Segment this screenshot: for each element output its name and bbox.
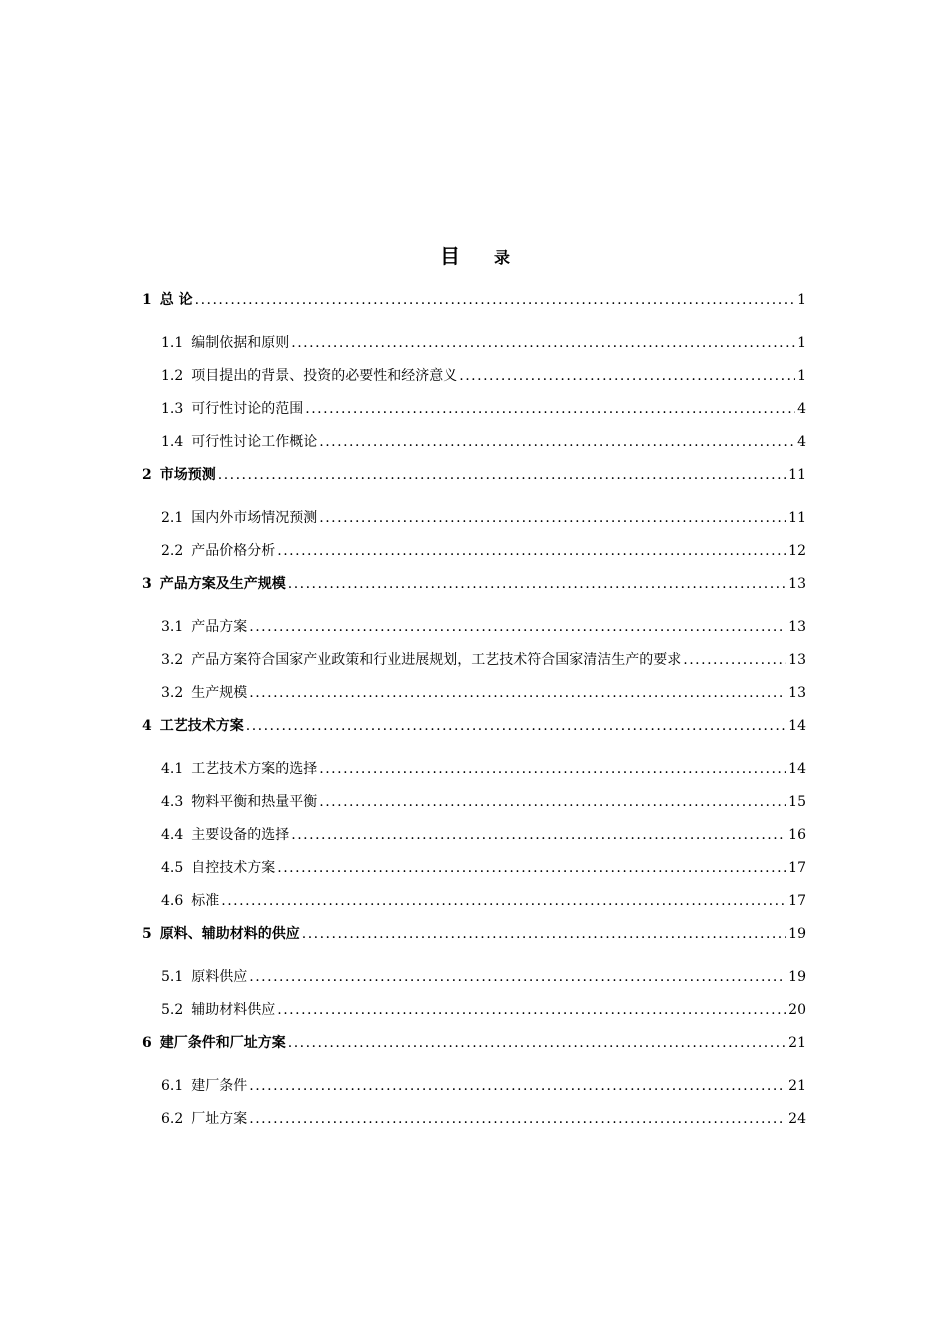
toc-section-entry[interactable] bbox=[142, 996, 806, 1029]
toc-dot-leader bbox=[246, 712, 786, 740]
toc-section-entry[interactable] bbox=[142, 646, 806, 679]
toc-entry-title: 产品价格分析 bbox=[191, 543, 276, 559]
toc-entry-label bbox=[161, 854, 275, 882]
toc-entry-title: 主要设备的选择 bbox=[191, 827, 290, 843]
toc-section-entry[interactable] bbox=[142, 537, 806, 570]
toc-entry-number: 4.4 bbox=[161, 827, 184, 843]
toc-section-entry[interactable] bbox=[142, 755, 806, 788]
toc-entry-label bbox=[161, 329, 289, 357]
toc-entry-number: 2.2 bbox=[161, 543, 184, 559]
page-title bbox=[0, 240, 950, 269]
toc-entry-title: 生产规模 bbox=[191, 685, 248, 701]
toc-entry-title: 国内外市场情况预测 bbox=[191, 510, 318, 526]
toc-page-number: 21 bbox=[788, 1078, 806, 1094]
toc-entry-number: 1 bbox=[142, 292, 152, 308]
toc-dot-leader bbox=[249, 963, 786, 991]
toc-entry-label bbox=[161, 1105, 247, 1133]
toc-entry-label bbox=[161, 1072, 247, 1100]
toc-section-entry[interactable] bbox=[142, 504, 806, 537]
toc-dot-leader bbox=[302, 920, 786, 948]
toc-chapter-entry[interactable] bbox=[142, 920, 806, 963]
table-of-contents bbox=[142, 286, 806, 1138]
title-part-2: 录 bbox=[493, 248, 510, 267]
toc-dot-leader bbox=[277, 996, 786, 1024]
toc-entry-number: 4.5 bbox=[161, 860, 184, 876]
toc-entry-label bbox=[161, 963, 247, 991]
toc-section-entry[interactable] bbox=[142, 854, 806, 887]
toc-section-entry[interactable] bbox=[142, 821, 806, 854]
toc-entry-number: 6 bbox=[142, 1035, 152, 1051]
toc-page-number: 15 bbox=[788, 794, 806, 810]
toc-entry-number: 5.1 bbox=[161, 969, 184, 985]
toc-entry-label bbox=[161, 788, 317, 816]
toc-entry-label bbox=[161, 887, 219, 915]
toc-chapter-entry[interactable] bbox=[142, 570, 806, 613]
toc-page-number: 14 bbox=[788, 761, 806, 777]
toc-dot-leader bbox=[221, 887, 786, 915]
title-part-1: 目 bbox=[439, 244, 460, 268]
toc-page-number: 19 bbox=[788, 969, 806, 985]
toc-page-number: 4 bbox=[797, 434, 806, 450]
toc-entry-number: 4.6 bbox=[161, 893, 184, 909]
toc-page-number: 1 bbox=[797, 368, 806, 384]
toc-dot-leader bbox=[291, 821, 786, 849]
toc-entry-title: 厂址方案 bbox=[191, 1111, 248, 1127]
toc-dot-leader bbox=[249, 1105, 786, 1133]
toc-entry-label bbox=[142, 1029, 286, 1057]
toc-dot-leader bbox=[249, 613, 786, 641]
toc-dot-leader bbox=[288, 1029, 786, 1057]
toc-entry-label bbox=[161, 679, 247, 707]
toc-entry-title: 辅助材料供应 bbox=[191, 1002, 276, 1018]
toc-section-entry[interactable] bbox=[142, 1072, 806, 1105]
toc-section-entry[interactable] bbox=[142, 887, 806, 920]
toc-section-entry[interactable] bbox=[142, 613, 806, 646]
toc-page-number: 13 bbox=[788, 576, 806, 592]
toc-entry-number: 2 bbox=[142, 467, 152, 483]
toc-page-number: 13 bbox=[788, 619, 806, 635]
toc-page-number: 20 bbox=[788, 1002, 806, 1018]
toc-entry-title: 自控技术方案 bbox=[191, 860, 276, 876]
toc-entry-number: 1.1 bbox=[161, 335, 184, 351]
toc-entry-label bbox=[161, 755, 317, 783]
toc-entry-number: 3.2 bbox=[161, 685, 184, 701]
toc-entry-number: 3.1 bbox=[161, 619, 184, 635]
toc-entry-title: 原料供应 bbox=[191, 969, 248, 985]
toc-entry-title: 编制依据和原则 bbox=[191, 335, 290, 351]
toc-entry-label bbox=[161, 428, 317, 456]
toc-page-number: 17 bbox=[788, 860, 806, 876]
toc-section-entry[interactable] bbox=[142, 428, 806, 461]
toc-entry-label bbox=[161, 395, 303, 423]
toc-entry-number: 2.1 bbox=[161, 510, 184, 526]
toc-page-number: 14 bbox=[788, 718, 806, 734]
toc-section-entry[interactable] bbox=[142, 963, 806, 996]
toc-page-number: 11 bbox=[788, 467, 806, 483]
toc-entry-title: 建厂条件 bbox=[191, 1078, 248, 1094]
toc-entry-title: 市场预测 bbox=[159, 467, 216, 483]
toc-section-entry[interactable] bbox=[142, 679, 806, 712]
toc-dot-leader bbox=[277, 854, 786, 882]
toc-entry-title: 标准 bbox=[191, 893, 220, 909]
toc-entry-title: 物料平衡和热量平衡 bbox=[191, 794, 318, 810]
toc-entry-number: 3.2 bbox=[161, 652, 184, 668]
toc-page-number: 12 bbox=[788, 543, 806, 559]
toc-entry-title: 产品方案 bbox=[191, 619, 248, 635]
toc-dot-leader bbox=[319, 428, 795, 456]
toc-section-entry[interactable] bbox=[142, 1105, 806, 1138]
toc-entry-label bbox=[161, 613, 247, 641]
toc-section-entry[interactable] bbox=[142, 395, 806, 428]
toc-entry-title: 原料、辅助材料的供应 bbox=[159, 926, 300, 942]
toc-page-number: 1 bbox=[797, 335, 806, 351]
toc-section-entry[interactable] bbox=[142, 362, 806, 395]
toc-dot-leader bbox=[459, 362, 795, 390]
toc-entry-number: 4.3 bbox=[161, 794, 184, 810]
toc-page-number: 16 bbox=[788, 827, 806, 843]
toc-entry-number: 1.3 bbox=[161, 401, 184, 417]
toc-entry-number: 4.1 bbox=[161, 761, 184, 777]
toc-page-number: 17 bbox=[788, 893, 806, 909]
toc-page-number: 24 bbox=[788, 1111, 806, 1127]
toc-entry-number: 5 bbox=[142, 926, 152, 942]
toc-entry-label bbox=[142, 286, 193, 314]
toc-entry-number: 1.2 bbox=[161, 368, 184, 384]
toc-section-entry[interactable] bbox=[142, 329, 806, 362]
toc-entry-number: 1.4 bbox=[161, 434, 184, 450]
toc-dot-leader bbox=[291, 329, 795, 357]
toc-page-number: 1 bbox=[797, 292, 806, 308]
toc-dot-leader bbox=[288, 570, 786, 598]
toc-dot-leader bbox=[319, 504, 786, 532]
toc-entry-title: 工艺技术方案的选择 bbox=[191, 761, 318, 777]
toc-chapter-entry[interactable] bbox=[142, 1029, 806, 1072]
toc-entry-title: 总 论 bbox=[159, 292, 193, 308]
toc-entry-number: 4 bbox=[142, 718, 152, 734]
toc-page-number: 13 bbox=[788, 652, 806, 668]
toc-dot-leader bbox=[277, 537, 786, 565]
toc-dot-leader bbox=[683, 646, 786, 674]
toc-entry-label bbox=[161, 537, 275, 565]
toc-entry-label bbox=[161, 646, 681, 674]
toc-entry-number: 6.2 bbox=[161, 1111, 184, 1127]
toc-entry-label bbox=[161, 996, 275, 1024]
toc-dot-leader bbox=[319, 755, 786, 783]
toc-entry-title: 产品方案符合国家产业政策和行业进展规划，工艺技术符合国家清洁生产的要求 bbox=[191, 652, 682, 668]
toc-chapter-entry[interactable] bbox=[142, 286, 806, 329]
toc-page-number: 13 bbox=[788, 685, 806, 701]
toc-entry-label bbox=[142, 461, 216, 489]
toc-entry-label bbox=[161, 504, 317, 532]
toc-chapter-entry[interactable] bbox=[142, 712, 806, 755]
toc-entry-number: 6.1 bbox=[161, 1078, 184, 1094]
toc-entry-label bbox=[142, 570, 286, 598]
toc-entry-label bbox=[142, 712, 244, 740]
toc-page-number: 19 bbox=[788, 926, 806, 942]
toc-entry-number: 5.2 bbox=[161, 1002, 184, 1018]
toc-dot-leader bbox=[249, 679, 786, 707]
toc-entry-label bbox=[142, 920, 300, 948]
toc-entry-title: 工艺技术方案 bbox=[159, 718, 244, 734]
toc-entry-label bbox=[161, 362, 457, 390]
toc-dot-leader bbox=[319, 788, 786, 816]
toc-page-number: 11 bbox=[788, 510, 806, 526]
toc-page-number: 4 bbox=[797, 401, 806, 417]
toc-section-entry[interactable] bbox=[142, 788, 806, 821]
toc-page-number: 21 bbox=[788, 1035, 806, 1051]
toc-chapter-entry[interactable] bbox=[142, 461, 806, 504]
toc-dot-leader bbox=[195, 286, 795, 314]
toc-entry-title: 项目提出的背景、投资的必要性和经济意义 bbox=[191, 368, 458, 384]
toc-entry-number: 3 bbox=[142, 576, 152, 592]
toc-dot-leader bbox=[249, 1072, 786, 1100]
toc-entry-title: 可行性讨论工作概论 bbox=[191, 434, 318, 450]
toc-dot-leader bbox=[305, 395, 795, 423]
toc-entry-title: 建厂条件和厂址方案 bbox=[159, 1035, 286, 1051]
toc-entry-title: 产品方案及生产规模 bbox=[159, 576, 286, 592]
toc-dot-leader bbox=[218, 461, 786, 489]
toc-entry-label bbox=[161, 821, 289, 849]
toc-entry-title: 可行性讨论的范围 bbox=[191, 401, 304, 417]
